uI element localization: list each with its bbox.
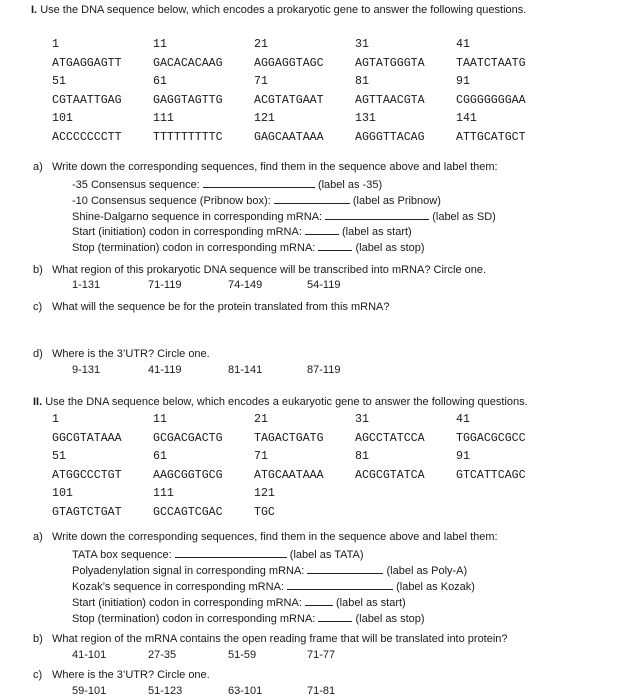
answer-blank[interactable]	[305, 224, 339, 235]
part2-heading-text: Use the DNA sequence below, which encodes a eukaryotic gene to answer the following questions.	[45, 396, 528, 408]
seq-pos: 31	[355, 413, 369, 426]
q1d-option[interactable]: 41-119	[148, 364, 182, 376]
seq-pos: 41	[456, 38, 470, 51]
seq-pos: 131	[355, 112, 376, 125]
seq-pos: 21	[254, 413, 268, 426]
answer-blank[interactable]	[325, 209, 429, 220]
q1b-option[interactable]: 1-131	[72, 279, 101, 291]
seq-block: AGTTAACGTA	[355, 94, 425, 107]
seq-pos: 11	[153, 413, 167, 426]
q1b-option[interactable]: 54-119	[307, 279, 341, 291]
q2a-item-label: (label as start)	[336, 597, 406, 609]
part2-heading-number: II.	[33, 396, 43, 408]
seq-block: TAGACTGATG	[254, 432, 324, 445]
q1a-item-label: (label as SD)	[432, 211, 496, 223]
q2c-option[interactable]: 63-101	[228, 685, 263, 697]
q2a-item-label: (label as TATA)	[289, 549, 364, 561]
seq-pos: 91	[456, 75, 470, 88]
q1b-option[interactable]: 71-119	[148, 279, 182, 291]
q1c-label: c)	[33, 301, 43, 313]
q1a-item-label: (label as Pribnow)	[352, 195, 441, 207]
seq-block: TTTTTTTTTC	[153, 131, 223, 144]
q2b-option[interactable]: 27-35	[148, 649, 177, 661]
q2b-text: What region of the mRNA contains the open reading frame that will be translated into protein?	[52, 633, 508, 645]
q1d-option[interactable]: 9-131	[72, 364, 101, 376]
q2b-option[interactable]: 51-59	[228, 649, 257, 661]
q1a-item-1	[72, 177, 382, 191]
q1b-option[interactable]: 74-149	[228, 279, 263, 291]
seq-block: GCCAGTCGAC	[153, 506, 223, 519]
answer-blank[interactable]	[287, 579, 393, 590]
seq-pos: 31	[355, 38, 369, 51]
q2a-item-label: (label as stop)	[355, 613, 425, 625]
q2a-text: Write down the corresponding sequences, find them in the sequence above and label them:	[52, 531, 498, 543]
q2a-item-text: Stop (termination) codon in corresponding mRNA:	[72, 613, 316, 625]
seq-pos: 71	[254, 450, 268, 463]
seq-block: ATGGCCCTGT	[52, 469, 122, 482]
q2b-label: b)	[33, 633, 43, 645]
q1a-text: Write down the corresponding sequences, find them in the sequence above and label them:	[52, 161, 498, 173]
seq-block: ACCCCCCCTT	[52, 131, 122, 144]
q2c-option[interactable]: 51-123	[148, 685, 183, 697]
part2-heading	[33, 396, 528, 408]
q2a-label: a)	[33, 531, 43, 543]
seq-pos: 101	[52, 487, 73, 500]
q2b-option[interactable]: 41-101	[72, 649, 107, 661]
seq-block: ATGAGGAGTT	[52, 57, 122, 70]
q2a-item-text: Start (initiation) codon in corresponding mRNA:	[72, 597, 302, 609]
seq-block: AAGCGGTGCG	[153, 469, 223, 482]
seq-block: GTCATTCAGC	[456, 469, 526, 482]
seq-block: CGGGGGGGAA	[456, 94, 526, 107]
q2a-item-1	[72, 547, 364, 561]
seq-block: GAGCAATAAA	[254, 131, 324, 144]
q2c-option[interactable]: 71-81	[307, 685, 336, 697]
answer-blank[interactable]	[274, 193, 350, 204]
seq-block: GCGACGACTG	[153, 432, 223, 445]
q1d-label: d)	[33, 348, 43, 360]
seq-block: AGGAGGTAGC	[254, 57, 324, 70]
q1b-text: What region of this prokaryotic DNA sequence will be transcribed into mRNA? Circle one.	[52, 264, 487, 276]
seq-pos: 51	[52, 75, 66, 88]
q1a-item-text: -35 Consensus sequence:	[72, 179, 200, 191]
q2a-item-label: (label as Kozak)	[396, 581, 475, 593]
q1a-item-label: (label as stop)	[355, 242, 425, 254]
seq-block: ACGCGTATCA	[355, 469, 425, 482]
q2a-item-text: TATA box sequence:	[72, 549, 172, 561]
q2a-item-text: Kozak’s sequence in corresponding mRNA:	[72, 581, 284, 593]
q1a-item-text: -10 Consensus sequence (Pribnow box):	[72, 195, 271, 207]
seq-pos: 11	[153, 38, 167, 51]
q1c-text: What will the sequence be for the protein translated from this mRNA?	[52, 301, 390, 313]
q2a-item-label: (label as Poly-A)	[386, 565, 468, 577]
q1b-label: b)	[33, 264, 43, 276]
part1-heading	[31, 4, 526, 16]
seq-block: ATTGCATGCT	[456, 131, 526, 144]
q2a-item-5	[72, 611, 425, 625]
seq-pos: 1	[52, 38, 59, 51]
seq-pos: 111	[153, 112, 174, 125]
seq-pos: 111	[153, 487, 174, 500]
q1d-option[interactable]: 87-119	[307, 364, 341, 376]
seq-block: GTAGTCTGAT	[52, 506, 122, 519]
seq-block: TAATCTAATG	[456, 57, 526, 70]
answer-blank[interactable]	[305, 595, 333, 606]
q2a-item-2	[72, 563, 467, 577]
q2b-option[interactable]: 71-77	[307, 649, 336, 661]
part1-heading-text: Use the DNA sequence below, which encodes a prokaryotic gene to answer the following questions.	[40, 4, 527, 16]
q2a-item-text: Polyadenylation signal in corresponding mRNA:	[72, 565, 305, 577]
q1d-text: Where is the 3’UTR? Circle one.	[52, 348, 210, 360]
q1a-label: a)	[33, 161, 43, 173]
q1a-item-label: (label as -35)	[317, 179, 383, 191]
q1a-item-text: Shine-Dalgarno sequence in corresponding mRNA:	[72, 211, 323, 223]
answer-blank[interactable]	[318, 611, 352, 622]
q1d-option[interactable]: 81-141	[228, 364, 263, 376]
part1-heading-number: I.	[31, 4, 38, 16]
answer-blank[interactable]	[203, 177, 315, 188]
seq-block: GACACACAAG	[153, 57, 223, 70]
seq-pos: 61	[153, 450, 167, 463]
seq-block: TGC	[254, 506, 275, 519]
seq-block: AGGGTTACAG	[355, 131, 425, 144]
seq-pos: 141	[456, 112, 477, 125]
q1a-item-3	[72, 209, 496, 223]
q2a-item-4	[72, 595, 406, 609]
seq-block: TGGACGCGCC	[456, 432, 526, 445]
seq-pos: 101	[52, 112, 73, 125]
seq-pos: 71	[254, 75, 268, 88]
seq-pos: 91	[456, 450, 470, 463]
q1a-item-label: (label as start)	[342, 226, 412, 238]
q2c-option[interactable]: 59-101	[72, 685, 107, 697]
q1a-item-4	[72, 224, 412, 238]
seq-pos: 81	[355, 75, 369, 88]
seq-block: CGTAATTGAG	[52, 94, 122, 107]
q1a-item-text: Start (initiation) codon in corresponding mRNA:	[72, 226, 302, 238]
q1a-item-2	[72, 193, 441, 207]
seq-block: AGTATGGGTA	[355, 57, 425, 70]
seq-pos: 121	[254, 112, 275, 125]
seq-block: GAGGTAGTTG	[153, 94, 223, 107]
seq-pos: 81	[355, 450, 369, 463]
q1a-item-text: Stop (termination) codon in corresponding mRNA:	[72, 242, 316, 254]
seq-block: AGCCTATCCA	[355, 432, 425, 445]
seq-pos: 41	[456, 413, 470, 426]
q2a-item-3	[72, 579, 475, 593]
q2c-text: Where is the 3’UTR? Circle one.	[52, 669, 210, 681]
q1a-item-5	[72, 240, 425, 254]
seq-block: ATGCAATAAA	[254, 469, 324, 482]
seq-pos: 21	[254, 38, 268, 51]
seq-block: ACGTATGAAT	[254, 94, 324, 107]
seq-block: GGCGTATAAA	[52, 432, 122, 445]
seq-pos: 1	[52, 413, 59, 426]
seq-pos: 121	[254, 487, 275, 500]
answer-blank[interactable]	[307, 563, 383, 574]
q2c-label: c)	[33, 669, 43, 681]
seq-pos: 61	[153, 75, 167, 88]
answer-blank[interactable]	[318, 240, 352, 251]
answer-blank[interactable]	[175, 547, 287, 558]
seq-pos: 51	[52, 450, 66, 463]
